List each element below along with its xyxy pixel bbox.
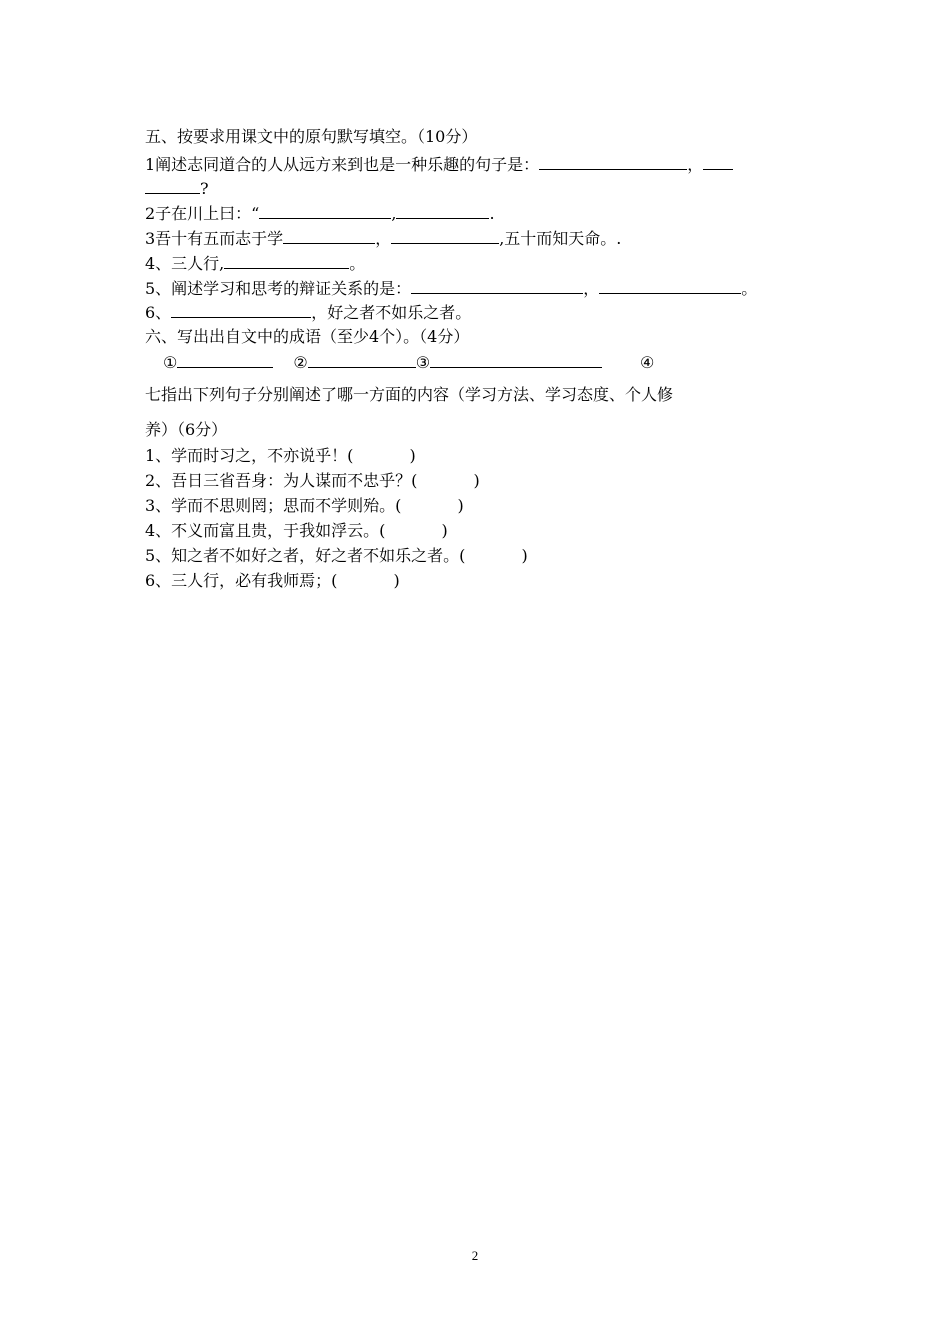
circled-number: ②	[293, 353, 308, 372]
answer-blank[interactable]	[703, 154, 733, 170]
question-5-1: 1阐述志同道合的人从远方来到也是一种乐趣的句子是： ，	[145, 154, 733, 175]
answer-blank[interactable]	[259, 203, 391, 219]
section-7-heading-continued: 养）（6分）	[145, 420, 228, 439]
question-5-3: 3吾十有五而志于学 ， ,五十而知天命。.	[145, 229, 622, 248]
question-5-5: 5、阐述学习和思考的辩证关系的是： ， 。	[145, 279, 758, 298]
circled-number: ①	[163, 353, 178, 372]
question-5-4: 4、三人行, 。	[145, 254, 366, 273]
answer-blank[interactable]	[171, 302, 311, 318]
answer-blank[interactable]	[411, 278, 583, 294]
answer-blank[interactable]	[539, 154, 687, 170]
question-7-2: 2、吾日三省吾身：为人谋而不忠乎？( )	[145, 471, 480, 490]
circled-number: ④	[640, 353, 655, 372]
question-7-4: 4、不义而富且贵，于我如浮云。( )	[145, 521, 448, 540]
question-7-5: 5、知之者不如好之者，好之者不如乐之者。( )	[145, 546, 528, 565]
question-7-6: 6、三人行，必有我师焉；( )	[145, 571, 400, 590]
page-number: 2	[471, 1248, 479, 1263]
answer-blank[interactable]	[283, 228, 375, 244]
idiom-answers	[163, 352, 654, 373]
question-5-1-continued: ?	[145, 178, 209, 199]
section-7-heading: 七指出下列句子分别阐述了哪一方面的内容（学习方法、学习态度、个人修	[145, 385, 674, 404]
section-6-heading: 六、写出出自文中的成语（至少4个）。（4分）	[145, 327, 470, 346]
answer-blank[interactable]	[396, 203, 489, 219]
question-5-2: 2子在川上曰：“ , .	[145, 204, 495, 223]
question-7-1: 1、学而时习之，不亦说乎！( )	[145, 446, 416, 465]
answer-blank[interactable]	[430, 352, 602, 368]
answer-blank[interactable]	[224, 253, 349, 269]
answer-blank[interactable]	[145, 178, 200, 194]
answer-blank[interactable]	[308, 352, 416, 368]
answer-blank[interactable]	[177, 352, 273, 368]
answer-blank[interactable]	[391, 228, 499, 244]
circled-number: ③	[415, 353, 431, 372]
question-7-3: 3、学而不思则罔；思而不学则殆。( )	[145, 496, 464, 515]
answer-blank[interactable]	[599, 278, 741, 294]
question-5-6: 6、 ，好之者不如乐之者。	[145, 303, 472, 322]
section-5-heading: 五、按要求用课文中的原句默写填空。（10分）	[145, 127, 478, 146]
